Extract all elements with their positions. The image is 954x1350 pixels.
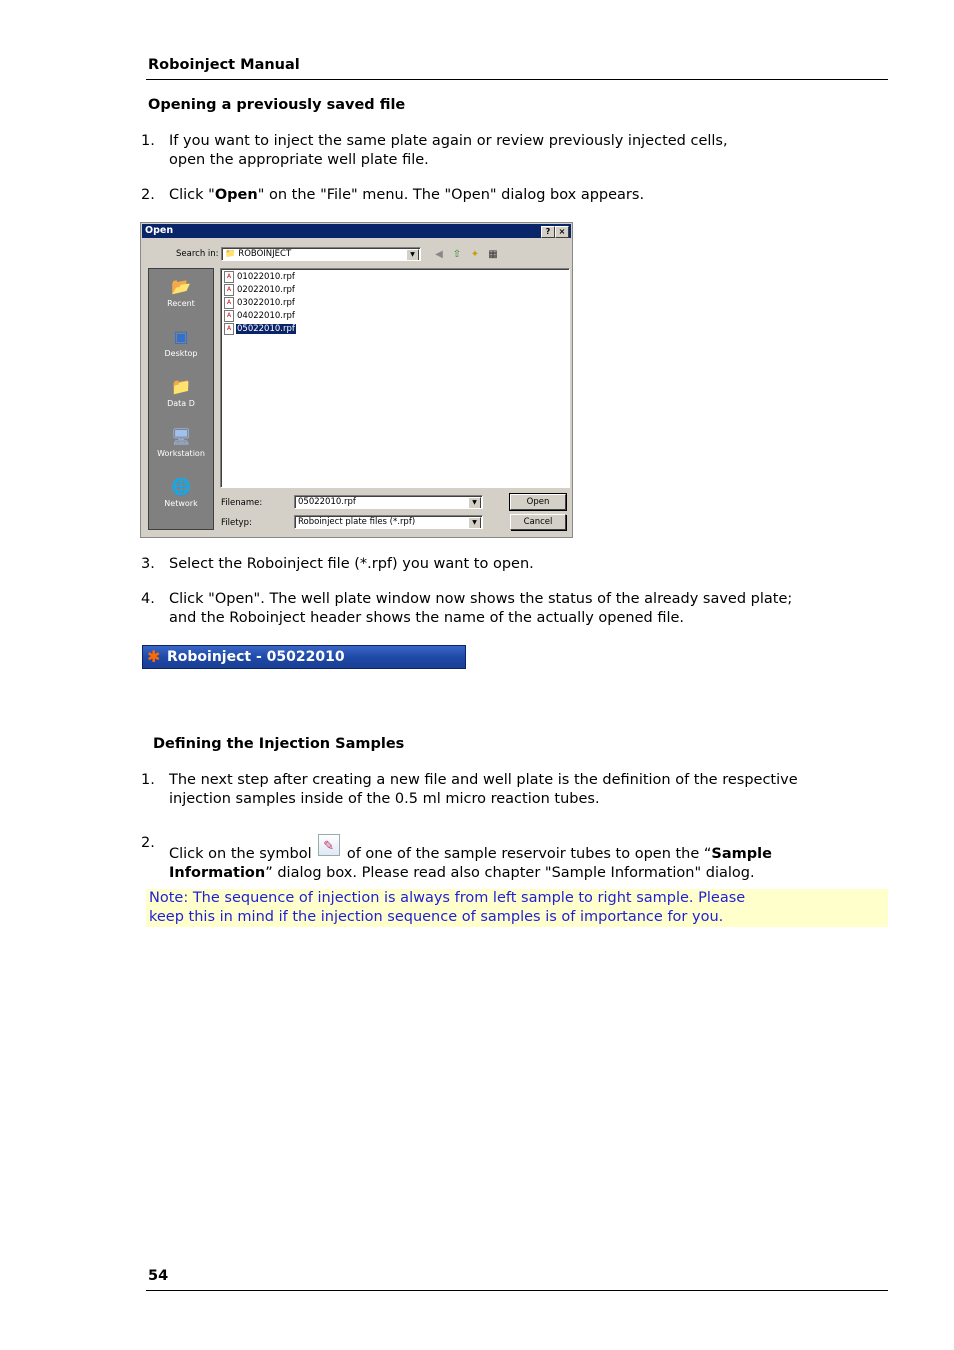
step-text xyxy=(169,771,798,809)
place-recent[interactable] xyxy=(149,277,213,308)
place-label: Workstation xyxy=(157,449,205,458)
close-button[interactable]: × xyxy=(555,226,569,238)
step-4-open xyxy=(141,590,841,630)
drive-folder-icon: 📁 xyxy=(171,377,191,396)
list-item[interactable] xyxy=(224,284,296,296)
step-text-bold: Open xyxy=(214,187,258,203)
section-title-defining: Defining the Injection Samples xyxy=(153,736,405,752)
footer-divider xyxy=(146,1290,888,1291)
step-text-line: If you want to inject the same plate again or review previously injected cells, xyxy=(169,133,728,149)
page-number: 54 xyxy=(148,1268,169,1284)
help-button[interactable]: ? xyxy=(541,226,555,238)
running-header: Roboinject Manual xyxy=(148,57,300,73)
step-text-line: Click "Open". The well plate window now shows the status of the already saved plate; xyxy=(169,591,793,607)
step-text-line: and the Roboinject header shows the name of the actually opened file. xyxy=(169,610,685,626)
section-title-opening: Opening a previously saved file xyxy=(148,97,406,113)
file-name: 03022010.rpf xyxy=(237,298,295,308)
note-line: Note: The sequence of injection is always from left sample to right sample. Please xyxy=(149,890,746,906)
open-button[interactable]: Open xyxy=(510,494,566,510)
step-text-line: The next step after creating a new file and well plate is the definition of the respective xyxy=(169,772,798,788)
app-window-title: Roboinject - 05022010 xyxy=(167,649,345,665)
filetype-combo[interactable] xyxy=(294,515,483,529)
search-in-value: ROBOINJECT xyxy=(238,249,292,259)
back-icon[interactable]: ◀ xyxy=(435,249,443,260)
dialog-title: Open xyxy=(145,225,174,236)
step-text xyxy=(169,132,728,170)
filetype-label: Filetyp: xyxy=(221,518,252,528)
step-text-bold: Information xyxy=(169,865,266,881)
place-label: Recent xyxy=(167,299,195,308)
place-workstation[interactable] xyxy=(149,427,213,458)
list-item-selected[interactable] xyxy=(224,323,296,335)
list-item[interactable] xyxy=(224,297,296,309)
file-name: 04022010.rpf xyxy=(237,311,295,321)
step-2-define xyxy=(141,834,861,881)
note-box xyxy=(146,889,888,927)
search-in-combo[interactable] xyxy=(221,247,421,261)
filename-label: Filename: xyxy=(221,498,263,508)
step-text: Select the Roboinject file (*.rpf) you want to open. xyxy=(169,556,534,572)
step-text-part: of one of the sample reservoir tubes to open the “ xyxy=(346,846,712,862)
step-number: 3. xyxy=(141,556,155,572)
step-text-part: " on the "File" menu. The "Open" dialog box appears. xyxy=(257,187,645,203)
chevron-down-icon[interactable]: ▼ xyxy=(468,497,481,509)
list-item[interactable] xyxy=(224,271,296,283)
filetype-value: Roboinject plate files (*.rpf) xyxy=(298,517,416,527)
file-icon: A xyxy=(224,271,234,283)
step-number: 2. xyxy=(141,187,155,203)
place-label: Network xyxy=(164,499,198,508)
dialog-titlebar xyxy=(142,224,571,238)
step-text xyxy=(169,186,644,205)
network-icon: 🌐 xyxy=(171,477,191,496)
step-text xyxy=(169,834,772,883)
step-text-line: open the appropriate well plate file. xyxy=(169,152,429,168)
file-list[interactable] xyxy=(220,268,570,488)
place-desktop[interactable] xyxy=(149,327,213,358)
new-folder-icon[interactable]: ✦ xyxy=(470,249,480,260)
roboinject-logo-icon: ✱ xyxy=(147,647,161,666)
search-in-label: Search in: xyxy=(176,249,219,259)
list-item[interactable] xyxy=(224,310,296,322)
step-number: 1. xyxy=(141,772,155,788)
step-number: 4. xyxy=(141,591,155,607)
filename-field[interactable] xyxy=(294,495,483,509)
file-icon: A xyxy=(224,310,234,322)
filename-value: 05022010.rpf xyxy=(298,497,356,507)
file-icon: A xyxy=(224,284,234,296)
places-bar xyxy=(148,268,214,530)
header-divider xyxy=(146,79,888,80)
cancel-button[interactable]: Cancel xyxy=(510,514,566,530)
view-menu-icon[interactable]: ▦ xyxy=(488,249,498,260)
step-text-part: ” dialog box. Please read also chapter "Sample Information" dialog. xyxy=(265,865,755,881)
step-1-open xyxy=(141,132,841,172)
step-number: 1. xyxy=(141,133,155,149)
step-1-define xyxy=(141,771,861,811)
step-number: 2. xyxy=(141,835,155,851)
roboinject-titlebar xyxy=(142,645,466,669)
desktop-icon: ▣ xyxy=(173,327,189,346)
chevron-down-icon[interactable]: ▼ xyxy=(406,249,419,261)
step-3-open xyxy=(141,555,841,575)
step-2-open xyxy=(141,186,841,206)
place-network[interactable] xyxy=(149,477,213,508)
file-icon: A xyxy=(224,297,234,309)
file-name: 02022010.rpf xyxy=(237,285,295,295)
sample-info-icon: ✎ xyxy=(318,834,340,856)
folder-icon: 📁 xyxy=(225,249,236,259)
place-label: Data D xyxy=(167,399,195,408)
place-data-d[interactable] xyxy=(149,377,213,408)
computer-icon: 🖥 xyxy=(171,427,192,446)
note-line: keep this in mind if the injection sequence of samples is of importance for you. xyxy=(149,909,724,925)
up-folder-icon[interactable]: ⇧ xyxy=(452,249,462,260)
file-name: 05022010.rpf xyxy=(237,324,295,334)
open-dialog xyxy=(140,222,573,538)
chevron-down-icon[interactable]: ▼ xyxy=(468,517,481,529)
step-text-part: Click on the symbol xyxy=(169,846,312,862)
step-text-part: Click " xyxy=(169,187,215,203)
file-icon: A xyxy=(224,323,234,335)
step-text-bold: Sample xyxy=(711,846,772,862)
step-text xyxy=(169,590,792,628)
step-text-line: injection samples inside of the 0.5 ml micro reaction tubes. xyxy=(169,791,600,807)
file-name: 01022010.rpf xyxy=(237,272,295,282)
recent-folder-icon: 📂 xyxy=(171,277,191,296)
place-label: Desktop xyxy=(164,349,198,358)
